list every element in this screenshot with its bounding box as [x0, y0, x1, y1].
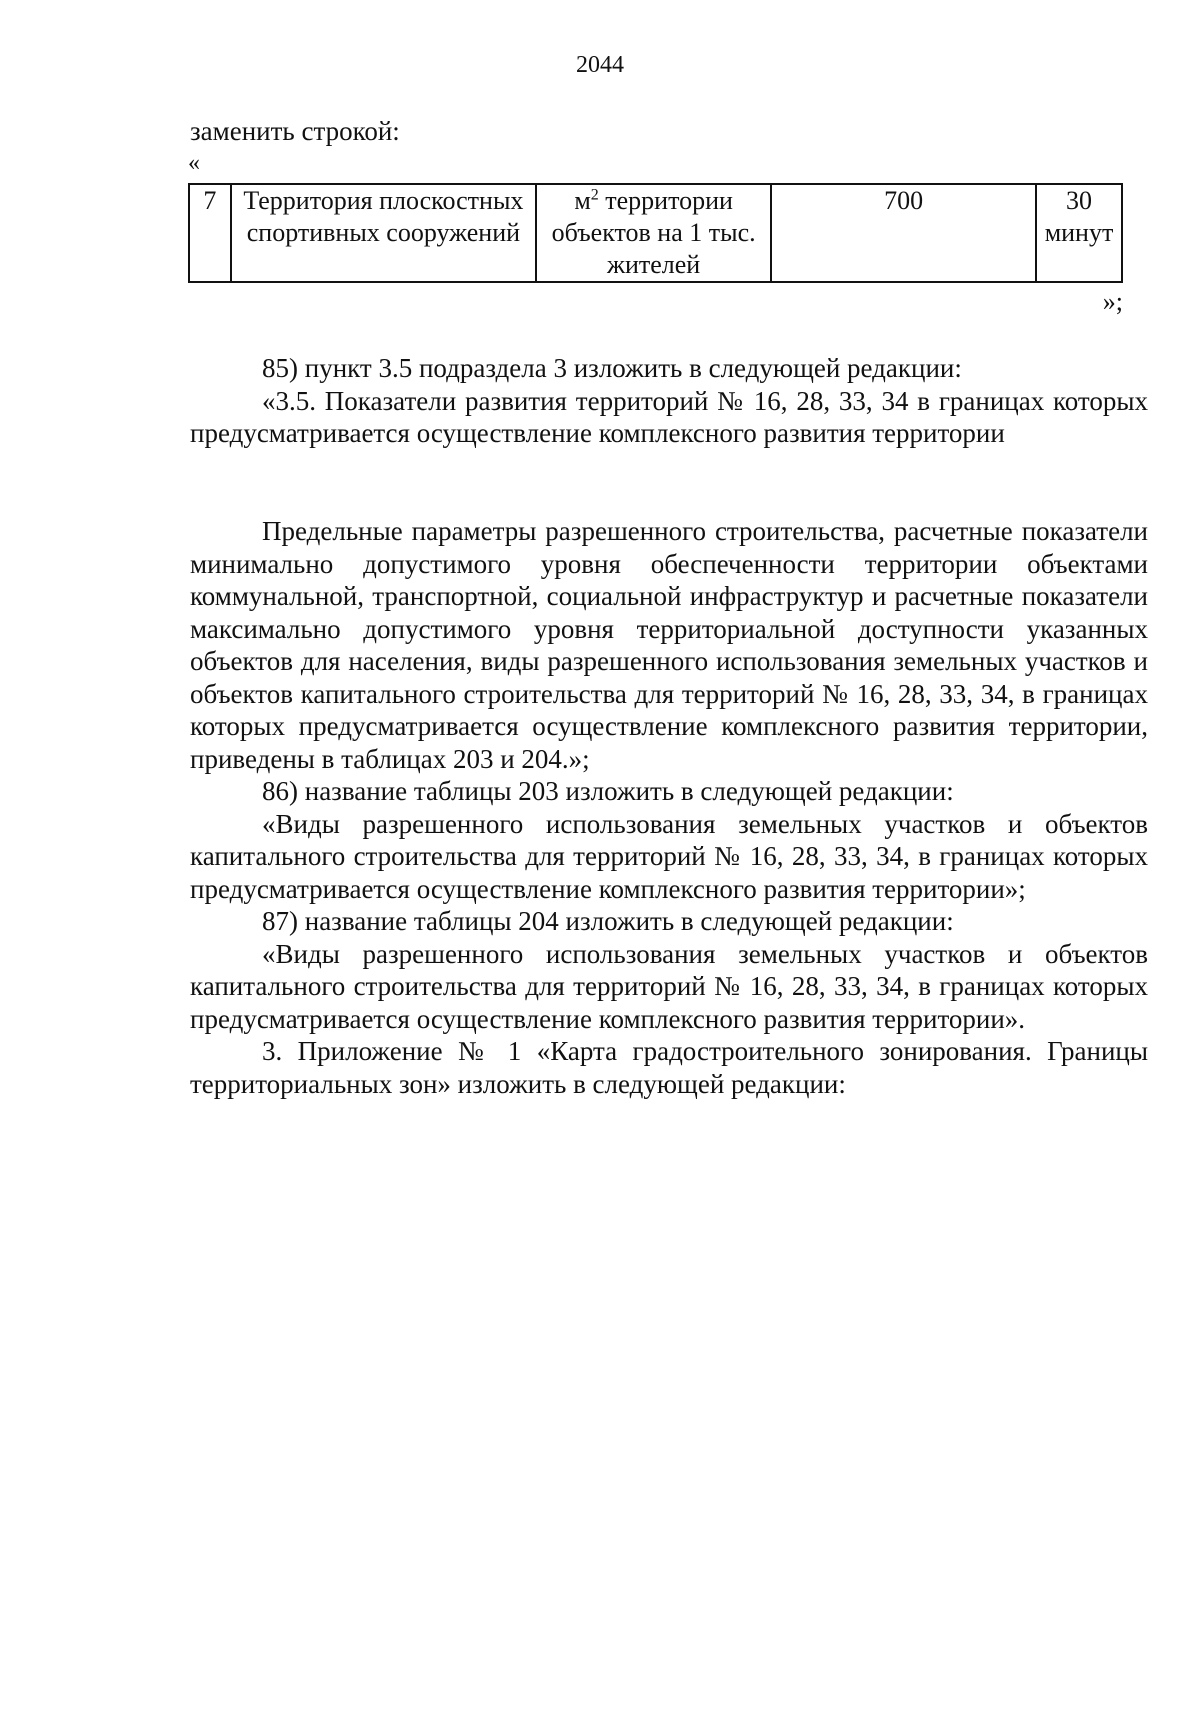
replacement-row-table	[188, 183, 1123, 283]
table-cell-value: 700	[771, 184, 1036, 282]
table-row	[189, 184, 1122, 282]
table-cell-unit	[536, 184, 771, 282]
limits-paragraph: Предельные параметры разрешенного строительства, расчетные показатели минимально допустимого уровня обеспеченности территории объектами коммунальной, транспортной, социальной инфраструктур и расчетные показатели максимально допустимого уровня территориальной доступности указанных объектов для населения, виды разрешенного использования земельных участков и объектов капитального строительства для территорий № 16, 28, 33, 34, в границах которых предусматривается осуществление комплексного развития территории, приведены в таблицах 203 и 204.»;	[190, 516, 1148, 774]
item-87: 87) название таблицы 204 изложить в следующей редакции:	[262, 906, 954, 936]
item-3: 3. Приложение № 1 «Карта градостроительного зонирования. Границы территориальных зон» изложить в следующей редакции:	[190, 1036, 1148, 1099]
closing-quote: »;	[1102, 287, 1123, 316]
opening-quote: «	[188, 150, 200, 176]
main-text	[190, 515, 1148, 1100]
section-text	[190, 352, 1148, 450]
item-87-text: «Виды разрешенного использования земельных участков и объектов капитального строительства для территорий № 16, 28, 33, 34, в границах которых предусматривается осуществление комплексного развития территории».	[190, 938, 1148, 1034]
item-86-text: «Виды разрешенного использования земельных участков и объектов капитального строительства для территорий № 16, 28, 33, 34, в границах которых предусматривается осуществление комплексного развития территории»;	[190, 808, 1148, 904]
replace-instruction: заменить строкой:	[190, 116, 400, 146]
unit-superscript: 2	[590, 186, 599, 204]
page-number: 2044	[576, 52, 624, 78]
unit-rest: территории объектов на 1 тыс. жителей	[551, 186, 756, 279]
item-86: 86) название таблицы 203 изложить в следующей редакции:	[262, 776, 954, 806]
table-cell-number: 7	[189, 184, 231, 282]
table-cell-time: 30 минут	[1036, 184, 1122, 282]
unit-m: м	[574, 186, 591, 215]
item-3-5: «3.5. Показатели развития территорий № 16, 28, 33, 34 в границах которых предусматривается осуществление комплексного развития территории	[190, 385, 1148, 448]
item-85: 85) пункт 3.5 подраздела 3 изложить в следующей редакции:	[262, 353, 962, 383]
table-cell-object: Территория плоскостных спортивных сооружений	[231, 184, 536, 282]
